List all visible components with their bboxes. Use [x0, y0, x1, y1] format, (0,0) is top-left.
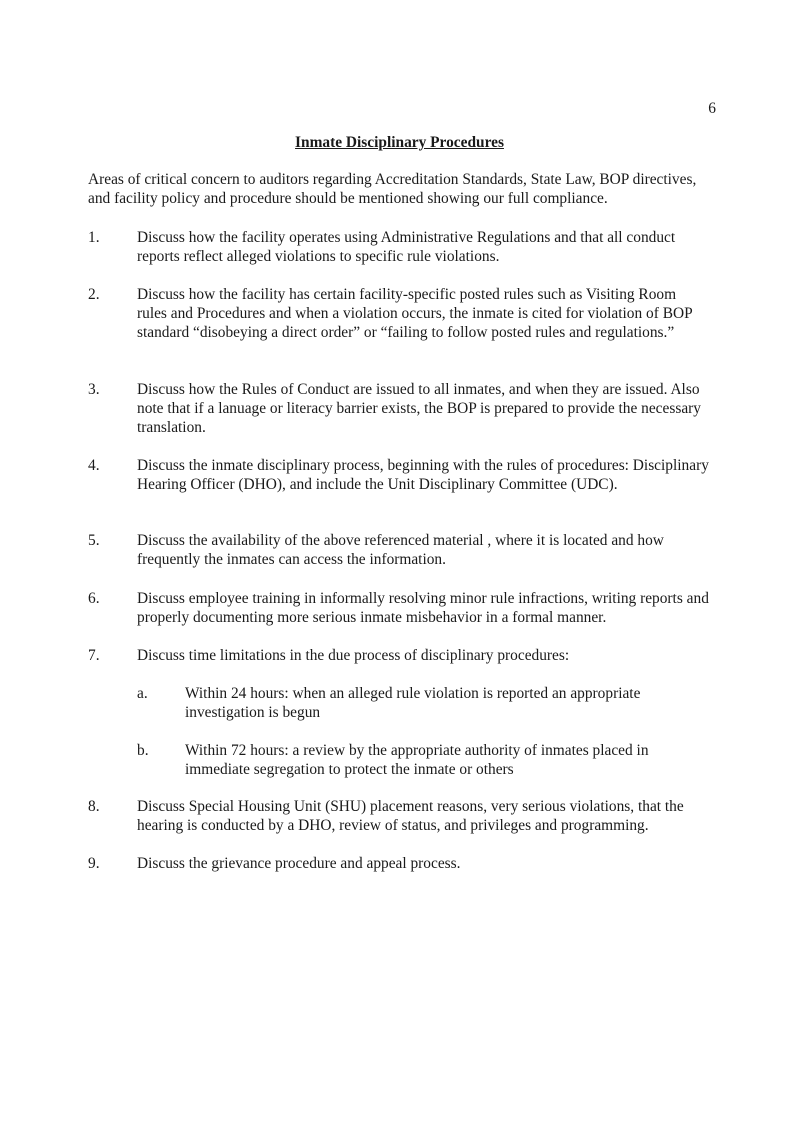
list-item-number: 8.	[88, 798, 100, 815]
list-item-text: Discuss how the facility operates using Administrative Regulations and that all conduct reports reflect alleged violations to specific rule violations.	[137, 229, 676, 265]
list-item-text: Discuss employee training in informally resolving minor rule infractions, writing reports and properly documenting more serious inmate misbehavior in a formal manner.	[137, 590, 709, 626]
page-number: 6	[708, 100, 716, 117]
list-item-text: Discuss Special Housing Unit (SHU) placement reasons, very serious violations, that the hearing is conducted by a DHO, review of status, and privileges and programming.	[137, 798, 684, 834]
intro-paragraph: Areas of critical concern to auditors regarding Accreditation Standards, State Law, BOP directives, and facility policy and procedure should be mentioned showing our full compliance.	[88, 171, 697, 207]
list-item-number: 5.	[88, 532, 100, 549]
list-item-number: 9.	[88, 855, 100, 872]
list-item-number: 6.	[88, 590, 100, 607]
sub-list-item-text: Within 72 hours: a review by the appropriate authority of inmates placed in immediate segregation to protect the inmate or others	[185, 742, 649, 778]
list-item-text: Discuss how the facility has certain facility-specific posted rules such as Visiting Room rules and Procedures and when a violation occurs, the inmate is cited for violation of BOP standard “disobeying a direct order” or “failing to follow posted rules and regulations.”	[137, 286, 693, 341]
page-title: Inmate Disciplinary Procedures	[295, 134, 504, 151]
sub-list-item-text: Within 24 hours: when an alleged rule violation is reported an appropriate investigation is begun	[185, 685, 641, 721]
list-item-text: Discuss time limitations in the due process of disciplinary procedures:	[137, 647, 570, 664]
list-item-text: Discuss how the Rules of Conduct are issued to all inmates, and when they are issued. Also note that if a lanuage or literacy barrier exists, the BOP is prepared to provide the necessary translation.	[137, 381, 701, 436]
list-item-number: 4.	[88, 457, 100, 474]
list-item-number: 1.	[88, 229, 100, 246]
list-item-text: Discuss the grievance procedure and appeal process.	[137, 855, 461, 872]
sub-list-item-letter: b.	[137, 742, 149, 759]
sub-list-item-letter: a.	[137, 685, 148, 702]
list-item-number: 3.	[88, 381, 100, 398]
list-item-text: Discuss the availability of the above referenced material , where it is located and how frequently the inmates can access the information.	[137, 532, 664, 568]
list-item-number: 7.	[88, 647, 100, 664]
list-item-text: Discuss the inmate disciplinary process, beginning with the rules of procedures: Disciplinary Hearing Officer (DHO), and include the Unit Disciplinary Committee (UDC).	[137, 457, 709, 493]
list-item-number: 2.	[88, 286, 100, 303]
